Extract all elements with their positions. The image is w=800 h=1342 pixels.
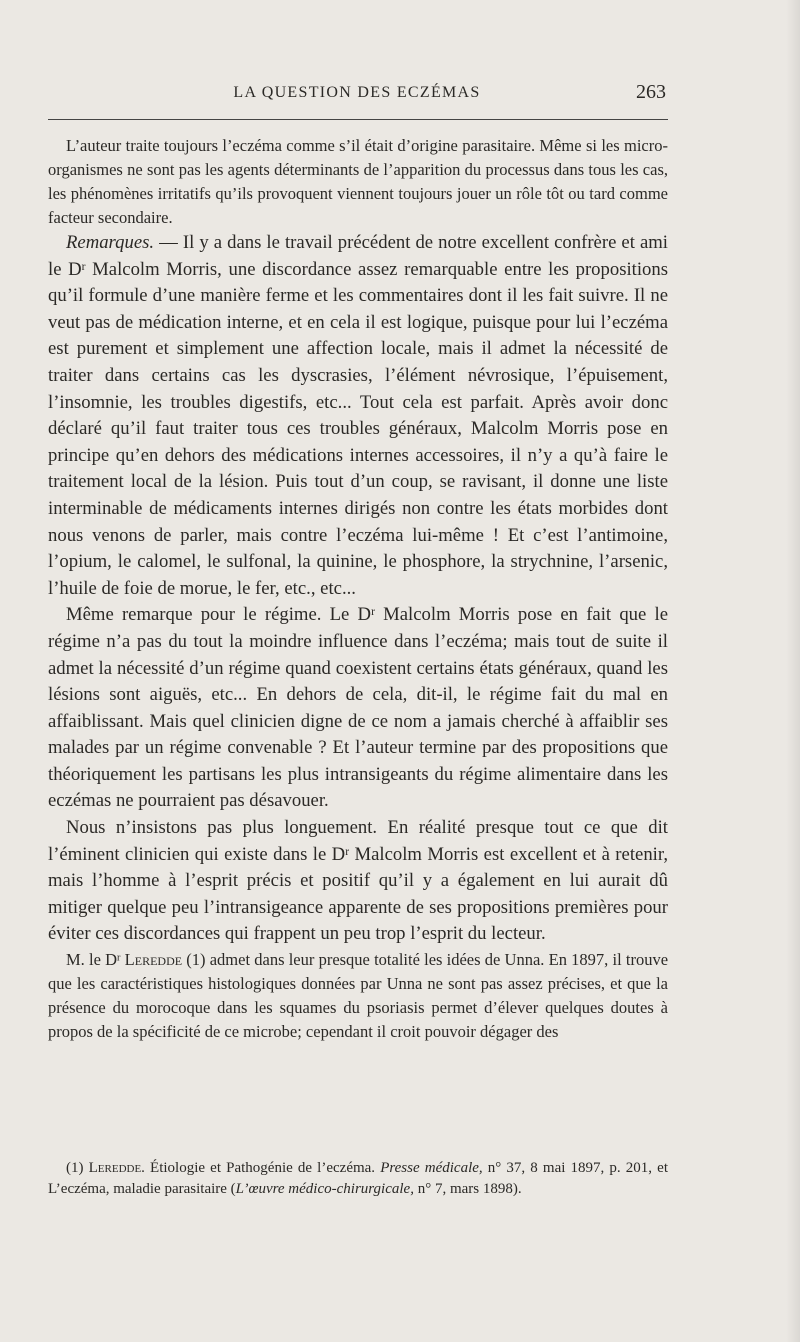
header-rule (48, 119, 668, 120)
page-header (48, 81, 666, 112)
author-name: Leredde (124, 950, 183, 970)
paragraph-remarques: Remarques. — Il y a dans le travail précédent de notre excellent confrère et ami le $D^r$ Malcolm Morris, une discordance assez remarquable entre les propositions qu’il formule d’une manière ferme et les commentaires dont il les fait suivre. Il ne veut pas de médication interne, et en cela il est logique, puisque pour lui l’eczéma est purement et simplement une affection locale, mais il admet la nécessité de traiter dans certains cas les dyscrasies, l’élément névrosique, l’épuisement, l’insomnie, les troubles digestifs, etc... Tout cela est parfait. Après avoir donc déclaré qu’il faut traiter tous ces troubles généraux, Malcolm Morris pose en principe qu’en dehors des médications internes accessoires, il n’y a qu’à faire le traitement local de la lésion. Puis tout d’un coup, se ravisant, il donne une liste interminable de médicaments internes dirigés non contre les états morbides dont nous venons de parler, mais contre l’eczéma lui-même ! Et c’est l’antimoine, l’opium, le calomel, le sulfonal, la quinine, le phosphore, la strychnine, l’arsenic, l’huile de foie de morue, le fer, etc., etc... (48, 232, 669, 599)
paragraph-conclusion: Nous n’insistons pas plus longuement. En réalité presque tout ce que dit l’éminent clinicien qui existe dans le $D^r$ Malcolm Morris est excellent et à retenir, mais l’homme à l’esprit précis et positif qu’il y a également en lui aurait dû mitiger quelque peu l’intransigeance apparente de ses propositions premières pour éviter ces discordances qui frappent un peu trop l’esprit du lecteur. (48, 817, 668, 945)
page-edge-shadow (786, 0, 800, 1342)
page-number: 263 (636, 81, 666, 103)
paragraph-1: L’auteur traite toujours l’eczéma comme s’il était d’origine parasitaire. Même si les micro-organismes ne sont pas les agents déterminants de l’apparition du processus dans tous les cas, les phénomènes irritatifs qu’ils provoquent viennent toujours jouer un rôle tôt ou tard comme facteur secondaire. (48, 136, 668, 227)
running-title: LA QUESTION DES ECZÉMAS (233, 84, 481, 101)
paragraph-leredde: M. le $D^r$ Leredde (1) admet dans leur presque totalité les idées de Unna. En 1897, il trouve que les caractéristiques histologiques données par Unna ne sont pas assez précises, et que la présence du morocoque dans les squames du psoriasis permet d’élever quelques doutes à propos de la spécificité de ce microbe; cependant il croit pouvoir dégager des (48, 950, 669, 1042)
remarques-label: Remarques. (66, 232, 155, 253)
paragraph-regime: Même remarque pour le régime. Le $D^r$ Malcolm Morris pose en fait que le régime n’a pas du tout la moindre influence dans l’eczéma; mais tout de suite il admet la nécessité d’un régime quand coexistent certains états généraux, quand les lésions sont aiguës, etc... En dehors de cela, dit-il, le régime fait du mal en affaiblissant. Mais quel clinicien digne de ce nom a jamais cherché à affaiblir ses malades par un régime convenable ? Et l’auteur termine par des propositions que théoriquement les partisans les plus intransigeants du régime alimentaire dans les eczémas ne pourraient pas désavouer. (48, 604, 668, 812)
footnote: (1) Leredde. Étiologie et Pathogénie de l’eczéma. Presse médicale, n° 37, 8 mai 1897, p. 201, et L’eczéma, maladie parasitaire (L’œuvre médico-chirurgicale, n° 7, mars 1898). (48, 1160, 668, 1197)
journal-presse-medicale: Presse médicale, (380, 1160, 483, 1176)
main-text (48, 134, 668, 1044)
footnote-author: Leredde (88, 1160, 142, 1176)
journal-oeuvre-medico-chirurgicale: L’œuvre médico-chirurgicale, (235, 1181, 414, 1197)
